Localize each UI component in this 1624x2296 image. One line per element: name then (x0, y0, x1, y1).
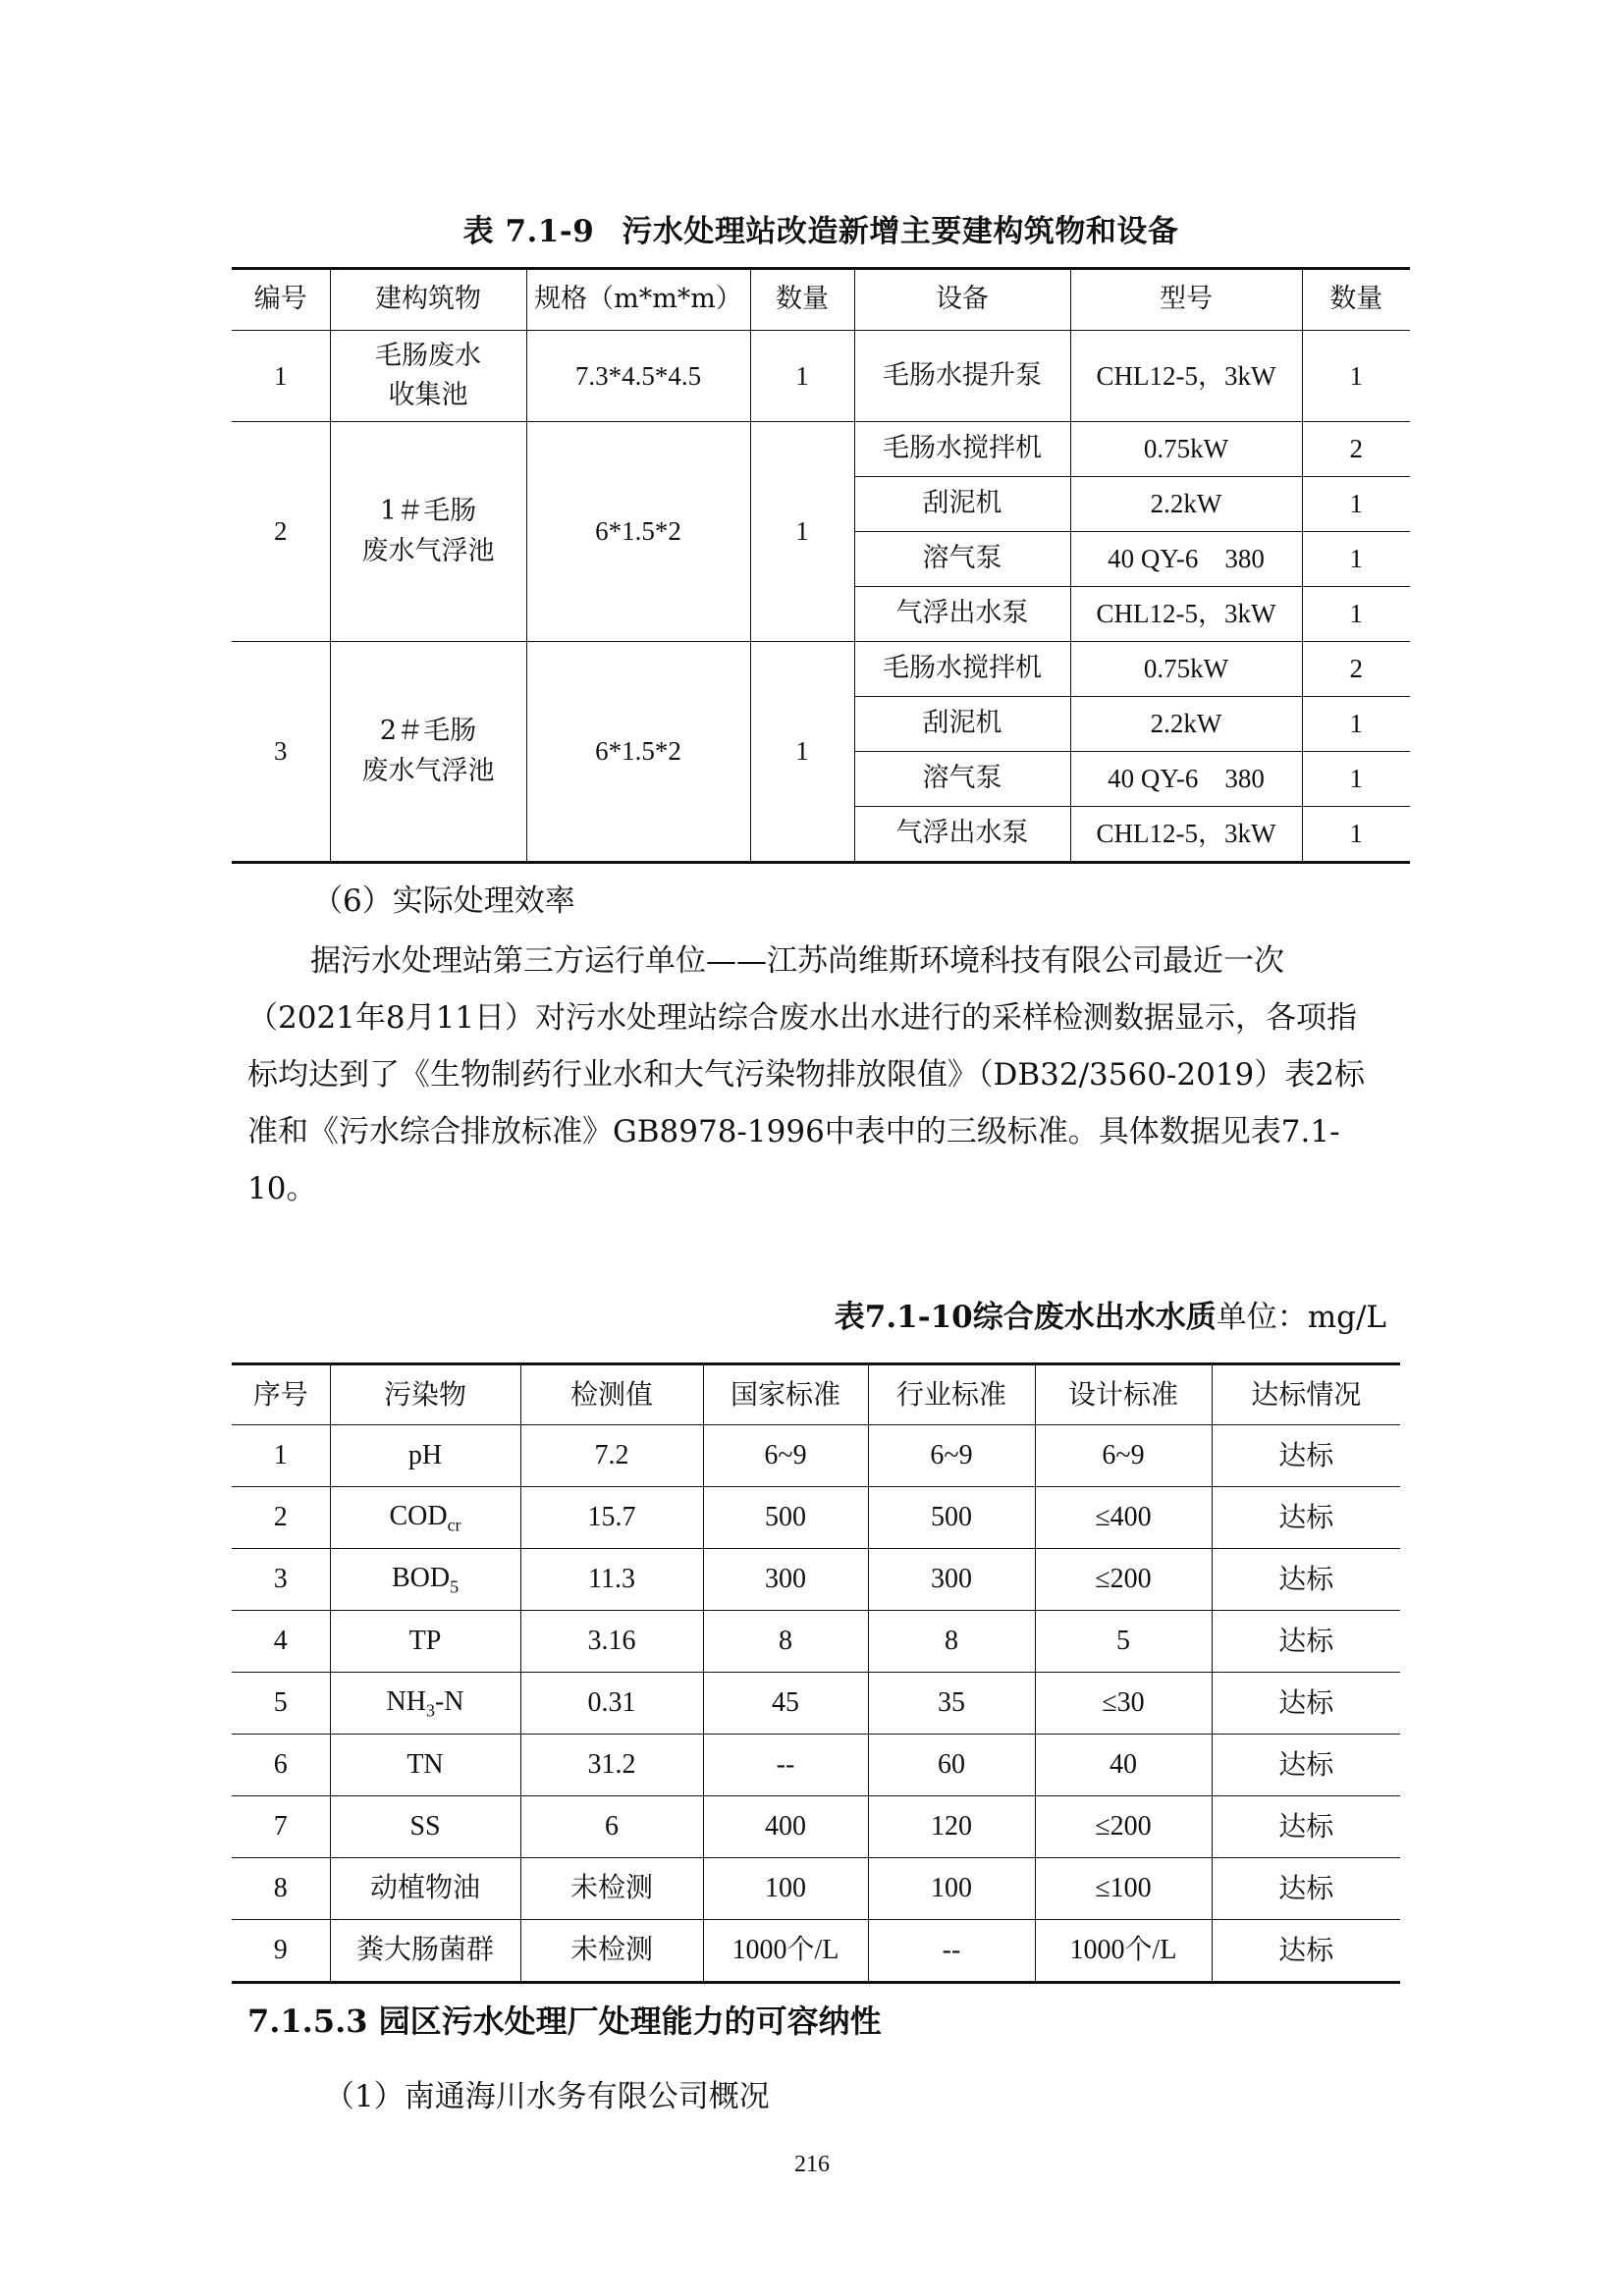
pollutant-name: pH (407, 1440, 443, 1470)
table2-measured-cell: 6 (520, 1796, 703, 1858)
table2-status-cell: 达标 (1212, 1549, 1400, 1611)
table2-national-cell: -- (703, 1735, 868, 1796)
table2-design-cell: 5 (1035, 1611, 1212, 1673)
table2-no-cell: 8 (232, 1858, 330, 1920)
pollutant-name: BOD (391, 1563, 451, 1594)
table1-equip-qty-cell: 2 (1302, 642, 1410, 697)
pollutant-name: 粪大肠菌群 (355, 1935, 494, 1965)
table2-national-cell: 500 (703, 1487, 868, 1549)
table2-industry-cell: 6~9 (868, 1425, 1035, 1487)
pollutant-name: TP (408, 1626, 442, 1656)
pollutant-name: SS (409, 1811, 441, 1842)
table2-measured-cell: 7.2 (520, 1425, 703, 1487)
table2-row (232, 1735, 1400, 1796)
pollutant-suffix: -N (434, 1686, 464, 1718)
table1-equipment-cell: 毛肠水提升泵 (854, 331, 1070, 422)
table1-equip-qty-cell: 2 (1302, 422, 1410, 477)
table2-industry-cell: 120 (868, 1796, 1035, 1858)
table1-structure-cell (330, 331, 526, 422)
table1-spec-cell: 7.3*4.5*4.5 (526, 331, 750, 422)
table2-header-cell: 行业标准 (868, 1364, 1035, 1425)
table1-model-cell: 2.2kW (1070, 697, 1302, 752)
table2-row (232, 1858, 1400, 1920)
table1-equipment-cell: 气浮出水泵 (854, 807, 1070, 863)
table1-model-cell: 0.75kW (1070, 422, 1302, 477)
table2-measured-cell: 未检测 (520, 1858, 703, 1920)
table1-equipment-cell: 气浮出水泵 (854, 587, 1070, 642)
table2-design-cell: ≤400 (1035, 1487, 1212, 1549)
table2-header-cell: 设计标准 (1035, 1364, 1212, 1425)
table2-measured-cell: 11.3 (520, 1549, 703, 1611)
table1-model-cell: 0.75kW (1070, 642, 1302, 697)
table2-measured-cell: 0.31 (520, 1673, 703, 1735)
table2-status-cell: 达标 (1212, 1858, 1400, 1920)
table2-pollutant-cell (330, 1735, 520, 1796)
table1-header-cell: 数量 (750, 269, 854, 331)
table1-caption-title: 污水处理站改造新增主要建构筑物和设备 (622, 214, 1179, 249)
table2-caption-title: 表7.1-10综合废水出水水质 (834, 1300, 1217, 1335)
table1-structure-line1: 毛肠废水 (375, 340, 481, 371)
table1-structure-line2: 收集池 (388, 380, 468, 410)
pollutant-subscript: 3 (425, 1700, 435, 1721)
table2-header-cell: 达标情况 (1212, 1364, 1400, 1425)
table2-status-cell: 达标 (1212, 1920, 1400, 1983)
table2-measured-cell: 未检测 (520, 1920, 703, 1983)
table2-caption (835, 1292, 1386, 1336)
table2-row (232, 1673, 1400, 1735)
pollutant-name: NH (386, 1686, 426, 1718)
table2-national-cell: 8 (703, 1611, 868, 1673)
table2-header-cell: 污染物 (330, 1364, 520, 1425)
table2-no-cell: 6 (232, 1735, 330, 1796)
table2-row (232, 1611, 1400, 1673)
table2-design-cell: ≤200 (1035, 1796, 1212, 1858)
table1-caption (232, 206, 1410, 250)
table1-no-cell: 2 (232, 422, 330, 642)
table2-header-cell: 序号 (232, 1364, 330, 1425)
table1-header-cell: 数量 (1302, 269, 1410, 331)
table2-design-cell: ≤30 (1035, 1673, 1212, 1735)
table2-caption-unit: 单位：mg/L (1216, 1300, 1386, 1335)
table2-no-cell: 3 (232, 1549, 330, 1611)
table2-row (232, 1487, 1400, 1549)
table2-industry-cell: 8 (868, 1611, 1035, 1673)
table2-industry-cell: 100 (868, 1858, 1035, 1920)
table2-design-cell: 1000个/L (1035, 1920, 1212, 1983)
table2-header-cell: 国家标准 (703, 1364, 868, 1425)
table2-measured-cell: 15.7 (520, 1487, 703, 1549)
section-heading: 7.1.5.3 园区污水处理厂处理能力的可容纳性 (247, 2002, 882, 2040)
table1-equip-qty-cell: 1 (1302, 532, 1410, 587)
table1-header-row (232, 269, 1410, 331)
table2-pollutant-cell (330, 1487, 520, 1549)
table1-structures-equipment (232, 267, 1410, 864)
table2-no-cell: 9 (232, 1920, 330, 1983)
table2-national-cell: 400 (703, 1796, 868, 1858)
table2-header-cell: 检测值 (520, 1364, 703, 1425)
table1-qty-cell: 1 (750, 331, 854, 422)
table2-status-cell: 达标 (1212, 1796, 1400, 1858)
body-paragraph: 据污水处理站第三方运行单位——江苏尚维斯环境科技有限公司最近一次（2021年8月11日）对污水处理站综合废水出水进行的采样检测数据显示，各项指标均达到了《生物制药行业水和大气污染物排放限值》（DB32/3560-2019）表2标准和《污水综合排放标准》GB8978-1996中表中的三级标准。具体数据见表7.1-10。 (247, 943, 1366, 1206)
table1-model-cell: 40 QY-6 380 (1070, 532, 1302, 587)
table1-structure-line2: 废水气浮池 (361, 535, 495, 566)
table1-spec-cell: 6*1.5*2 (526, 422, 750, 642)
table2-row (232, 1796, 1400, 1858)
table2-industry-cell: 35 (868, 1673, 1035, 1735)
table2-status-cell: 达标 (1212, 1673, 1400, 1735)
table2-row (232, 1425, 1400, 1487)
table2-industry-cell: 500 (868, 1487, 1035, 1549)
table2-measured-cell: 3.16 (520, 1611, 703, 1673)
table2-design-cell: ≤200 (1035, 1549, 1212, 1611)
table2-no-cell: 7 (232, 1796, 330, 1858)
table2-no-cell: 1 (232, 1425, 330, 1487)
table1-structure-line2: 废水气浮池 (361, 755, 495, 786)
table2-no-cell: 2 (232, 1487, 330, 1549)
table2-national-cell: 1000个/L (703, 1920, 868, 1983)
table1-model-cell: 40 QY-6 380 (1070, 752, 1302, 807)
table2-industry-cell: 60 (868, 1735, 1035, 1796)
pollutant-subscript: 5 (450, 1576, 460, 1597)
table2-industry-cell: 300 (868, 1549, 1035, 1611)
table2-design-cell: ≤100 (1035, 1858, 1212, 1920)
table1-equip-qty-cell: 1 (1302, 697, 1410, 752)
table1-equip-qty-cell: 1 (1302, 331, 1410, 422)
table1-equip-qty-cell: 1 (1302, 752, 1410, 807)
table1-model-cell: CHL12-5，3kW (1070, 587, 1302, 642)
table2-pollutant-cell (330, 1796, 520, 1858)
table2-design-cell: 6~9 (1035, 1425, 1212, 1487)
table2-no-cell: 4 (232, 1611, 330, 1673)
table2-status-cell: 达标 (1212, 1425, 1400, 1487)
table1-qty-cell: 1 (750, 422, 854, 642)
table1-equipment-cell: 溶气泵 (854, 752, 1070, 807)
pollutant-name: COD (389, 1501, 448, 1532)
table1-header-cell: 建构筑物 (330, 269, 526, 331)
table2-pollutant-cell (330, 1425, 520, 1487)
table2-national-cell: 6~9 (703, 1425, 868, 1487)
table2-pollutant-cell (330, 1673, 520, 1735)
table1-equip-qty-cell: 1 (1302, 807, 1410, 863)
table2-row (232, 1549, 1400, 1611)
table2-effluent-quality (232, 1362, 1400, 1984)
table1-model-cell: CHL12-5，3kW (1070, 807, 1302, 863)
table2-national-cell: 300 (703, 1549, 868, 1611)
table1-structure-cell (330, 422, 526, 642)
table2-pollutant-cell (330, 1549, 520, 1611)
table1-no-cell: 3 (232, 642, 330, 863)
pollutant-name: 动植物油 (369, 1873, 480, 1903)
table1-structure-cell (330, 642, 526, 863)
subheading-treatment-efficiency: （6）实际处理效率 (312, 883, 575, 919)
list-item-1: （1）南通海川水务有限公司概况 (324, 2079, 770, 2114)
table1-equipment-cell: 毛肠水搅拌机 (854, 642, 1070, 697)
table2-national-cell: 45 (703, 1673, 868, 1735)
table2-status-cell: 达标 (1212, 1735, 1400, 1796)
table2-row (232, 1920, 1400, 1983)
table2-national-cell: 100 (703, 1858, 868, 1920)
table1-header-cell: 规格（m*m*m） (526, 269, 750, 331)
table2-status-cell: 达标 (1212, 1611, 1400, 1673)
page-number: 216 (794, 2152, 830, 2177)
table2-design-cell: 40 (1035, 1735, 1212, 1796)
table2-industry-cell: -- (868, 1920, 1035, 1983)
table1-row (232, 422, 1410, 477)
table2-pollutant-cell (330, 1611, 520, 1673)
table1-equip-qty-cell: 1 (1302, 587, 1410, 642)
table1-model-cell: CHL12-5，3kW (1070, 331, 1302, 422)
table1-equipment-cell: 刮泥机 (854, 477, 1070, 532)
pollutant-name: TN (406, 1749, 444, 1780)
table2-pollutant-cell (330, 1920, 520, 1983)
table1-equipment-cell: 溶气泵 (854, 532, 1070, 587)
table1-equipment-cell: 毛肠水搅拌机 (854, 422, 1070, 477)
table2-header-row (232, 1364, 1400, 1425)
pollutant-subscript: cr (447, 1515, 461, 1535)
table1-header-cell: 编号 (232, 269, 330, 331)
table1-structure-line1: 2＃毛肠 (379, 716, 477, 746)
table2-no-cell: 5 (232, 1673, 330, 1735)
table1-model-cell: 2.2kW (1070, 477, 1302, 532)
table1-row (232, 331, 1410, 422)
table2-pollutant-cell (330, 1858, 520, 1920)
table1-equip-qty-cell: 1 (1302, 477, 1410, 532)
table2-status-cell: 达标 (1212, 1487, 1400, 1549)
table1-header-cell: 型号 (1070, 269, 1302, 331)
table1-equipment-cell: 刮泥机 (854, 697, 1070, 752)
table1-caption-number: 表 7.1-9 (462, 214, 595, 249)
table1-qty-cell: 1 (750, 642, 854, 863)
table1-structure-line1: 1＃毛肠 (379, 496, 477, 526)
table1-header-cell: 设备 (854, 269, 1070, 331)
table1-spec-cell: 6*1.5*2 (526, 642, 750, 863)
table1-no-cell: 1 (232, 331, 330, 422)
table1-row (232, 642, 1410, 697)
table2-measured-cell: 31.2 (520, 1735, 703, 1796)
